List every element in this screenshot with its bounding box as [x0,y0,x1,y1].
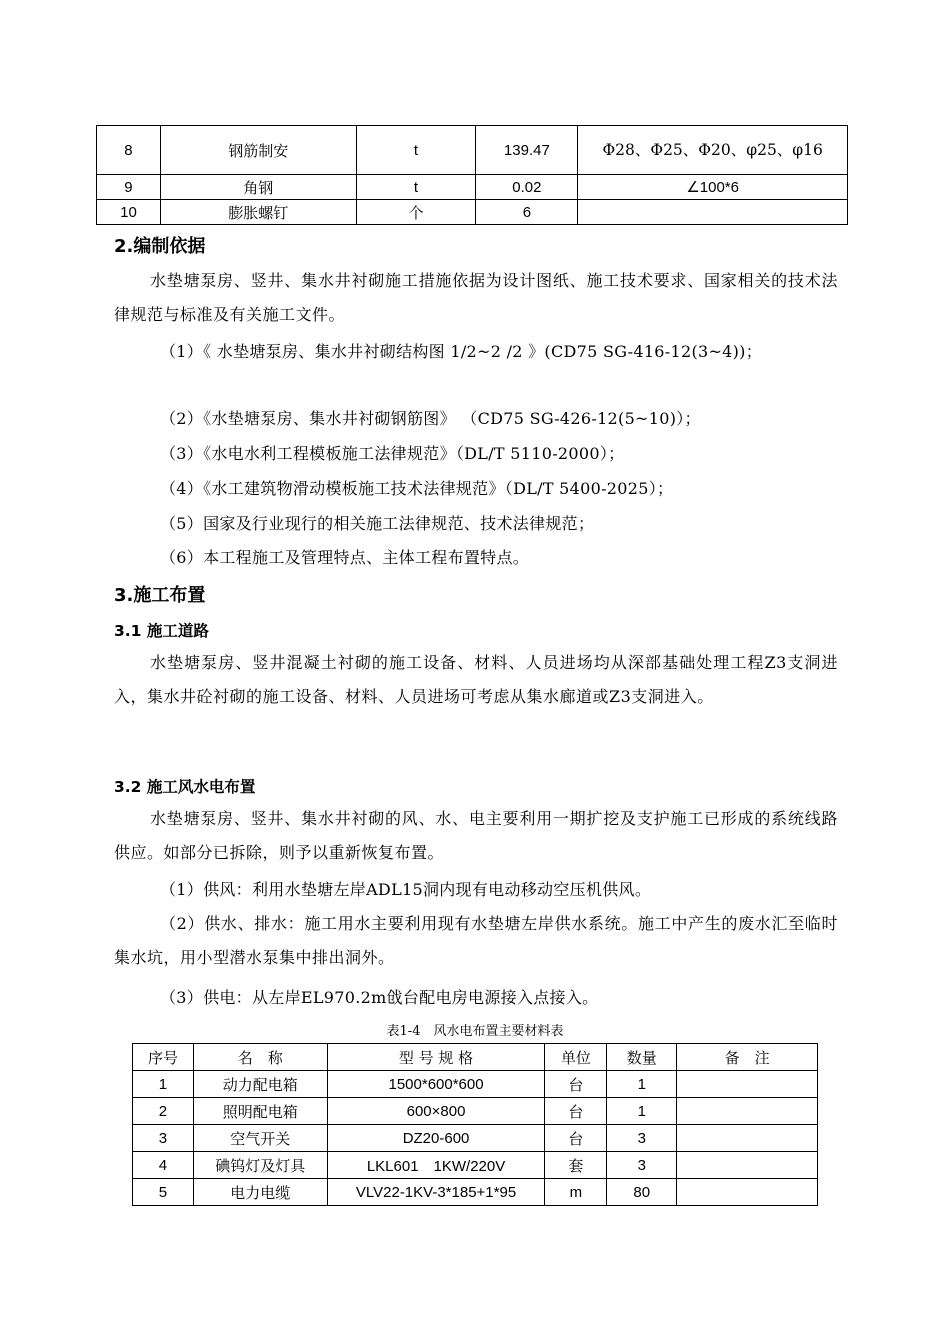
reference-item-4: （4）《水工建筑物滑动模板施工技术法律规范》（DL/T 5400-2025）； [160,479,674,498]
item-unit: 套 [545,1152,607,1179]
utilities-item-air: （1）供风：利用水垫塘左岸ADL15洞内现有电动移动空压机供风。 [160,880,652,899]
utilities-paragraph: 水垫塘泵房、竖井、集水井衬砌的风、水、电主要利用一期扩挖及支护施工已形成的系统线路供应。如部分已拆除，则予以重新恢复布置。 [114,809,838,862]
row-number: 3 [133,1125,194,1152]
table-row [133,1152,818,1179]
table-header-row [133,1044,818,1071]
table-row [97,175,848,200]
item-spec: LKL601 1KW/220V [327,1152,545,1179]
reference-item-2: （2）《水垫塘泵房、集水井衬砌钢筋图》 （CD75 SG-426-12(5~10)）； [160,409,701,428]
item-spec: Φ28、Φ25、Φ20、φ25、φ16 [578,126,848,175]
item-note [677,1125,818,1152]
table-row [97,200,848,225]
item-quantity: 0.02 [476,175,578,200]
item-spec: 1500*600*600 [327,1071,545,1098]
item-quantity: 6 [476,200,578,225]
table-row [133,1125,818,1152]
item-unit: 台 [545,1071,607,1098]
item-quantity: 3 [607,1152,677,1179]
table-row [133,1098,818,1125]
subsection-heading-utilities: 3.2 施工风水电布置 [114,778,256,796]
item-unit: m [545,1179,607,1206]
row-number: 10 [97,200,161,225]
item-quantity: 80 [607,1179,677,1206]
item-name: 空气开关 [193,1125,327,1152]
item-note [677,1179,818,1206]
item-quantity: 1 [607,1098,677,1125]
reference-item-6: （6）本工程施工及管理特点、主体工程布置特点。 [160,548,530,567]
subsection-heading-roads: 3.1 施工道路 [114,622,209,640]
item-unit: 台 [545,1125,607,1152]
column-header: 名 称 [193,1044,327,1071]
item-quantity: 1 [607,1071,677,1098]
item-unit: t [356,126,476,175]
item-unit: 台 [545,1098,607,1125]
item-note [677,1071,818,1098]
column-header: 型 号 规 格 [327,1044,545,1071]
item-quantity: 3 [607,1125,677,1152]
utilities-materials-table [132,1043,818,1206]
item-name: 动力配电箱 [193,1071,327,1098]
column-header: 序号 [133,1044,194,1071]
reference-item-3: （3）《水电水利工程模板施工法律规范》（DL/T 5110-2000）； [160,444,625,463]
item-name: 电力电缆 [193,1179,327,1206]
utilities-item-power: （3）供电：从左岸EL970.2m戗台配电房电源接入点接入。 [160,988,599,1007]
section-intro-paragraph: 水垫塘泵房、竖井、集水井衬砌施工措施依据为设计图纸、施工技术要求、国家相关的技术法律规范与标准及有关施工文件。 [114,271,838,324]
table-row [133,1179,818,1206]
item-spec: VLV22-1KV-3*185+1*95 [327,1179,545,1206]
item-spec: ∠100*6 [578,175,848,200]
item-name: 照明配电箱 [193,1098,327,1125]
table-caption: 表1-4 风水电布置主要材料表 [386,1024,564,1039]
item-spec [578,200,848,225]
column-header: 数量 [607,1044,677,1071]
section-heading-layout: 3.施工布置 [114,585,206,606]
item-quantity: 139.47 [476,126,578,175]
reference-item-5: （5）国家及行业现行的相关施工法律规范、技术法律规范； [160,514,595,533]
materials-table-continued [96,125,848,225]
item-unit: 个 [356,200,476,225]
item-note [677,1098,818,1125]
item-spec: DZ20-600 [327,1125,545,1152]
item-name: 钢筋制安 [160,126,356,175]
table-row [133,1071,818,1098]
row-number: 8 [97,126,161,175]
item-name: 碘钨灯及灯具 [193,1152,327,1179]
row-number: 2 [133,1098,194,1125]
utilities-item-water: （2）供水、排水：施工用水主要利用现有水垫塘左岸供水系统。施工中产生的废水汇至临时集水坑，用小型潜水泵集中排出洞外。 [114,914,838,967]
roads-paragraph: 水垫塘泵房、竖井混凝土衬砌的施工设备、材料、人员进场均从深部基础处理工程Z3支洞进入，集水井砼衬砌的施工设备、材料、人员进场可考虑从集水廊道或Z3支洞进入。 [114,653,838,706]
reference-item-1: （1）《 水垫塘泵房、集水井衬砌结构图 1/2~2 /2 》(CD75 SG-416-12(3~4))； [160,342,763,361]
row-number: 1 [133,1071,194,1098]
row-number: 9 [97,175,161,200]
section-heading-basis: 2.编制依据 [114,236,206,257]
row-number: 5 [133,1179,194,1206]
table-row [97,126,848,175]
column-header: 单位 [545,1044,607,1071]
item-spec: 600×800 [327,1098,545,1125]
item-note [677,1152,818,1179]
item-name: 膨胀螺钉 [160,200,356,225]
item-name: 角钢 [160,175,356,200]
item-unit: t [356,175,476,200]
row-number: 4 [133,1152,194,1179]
column-header: 备 注 [677,1044,818,1071]
